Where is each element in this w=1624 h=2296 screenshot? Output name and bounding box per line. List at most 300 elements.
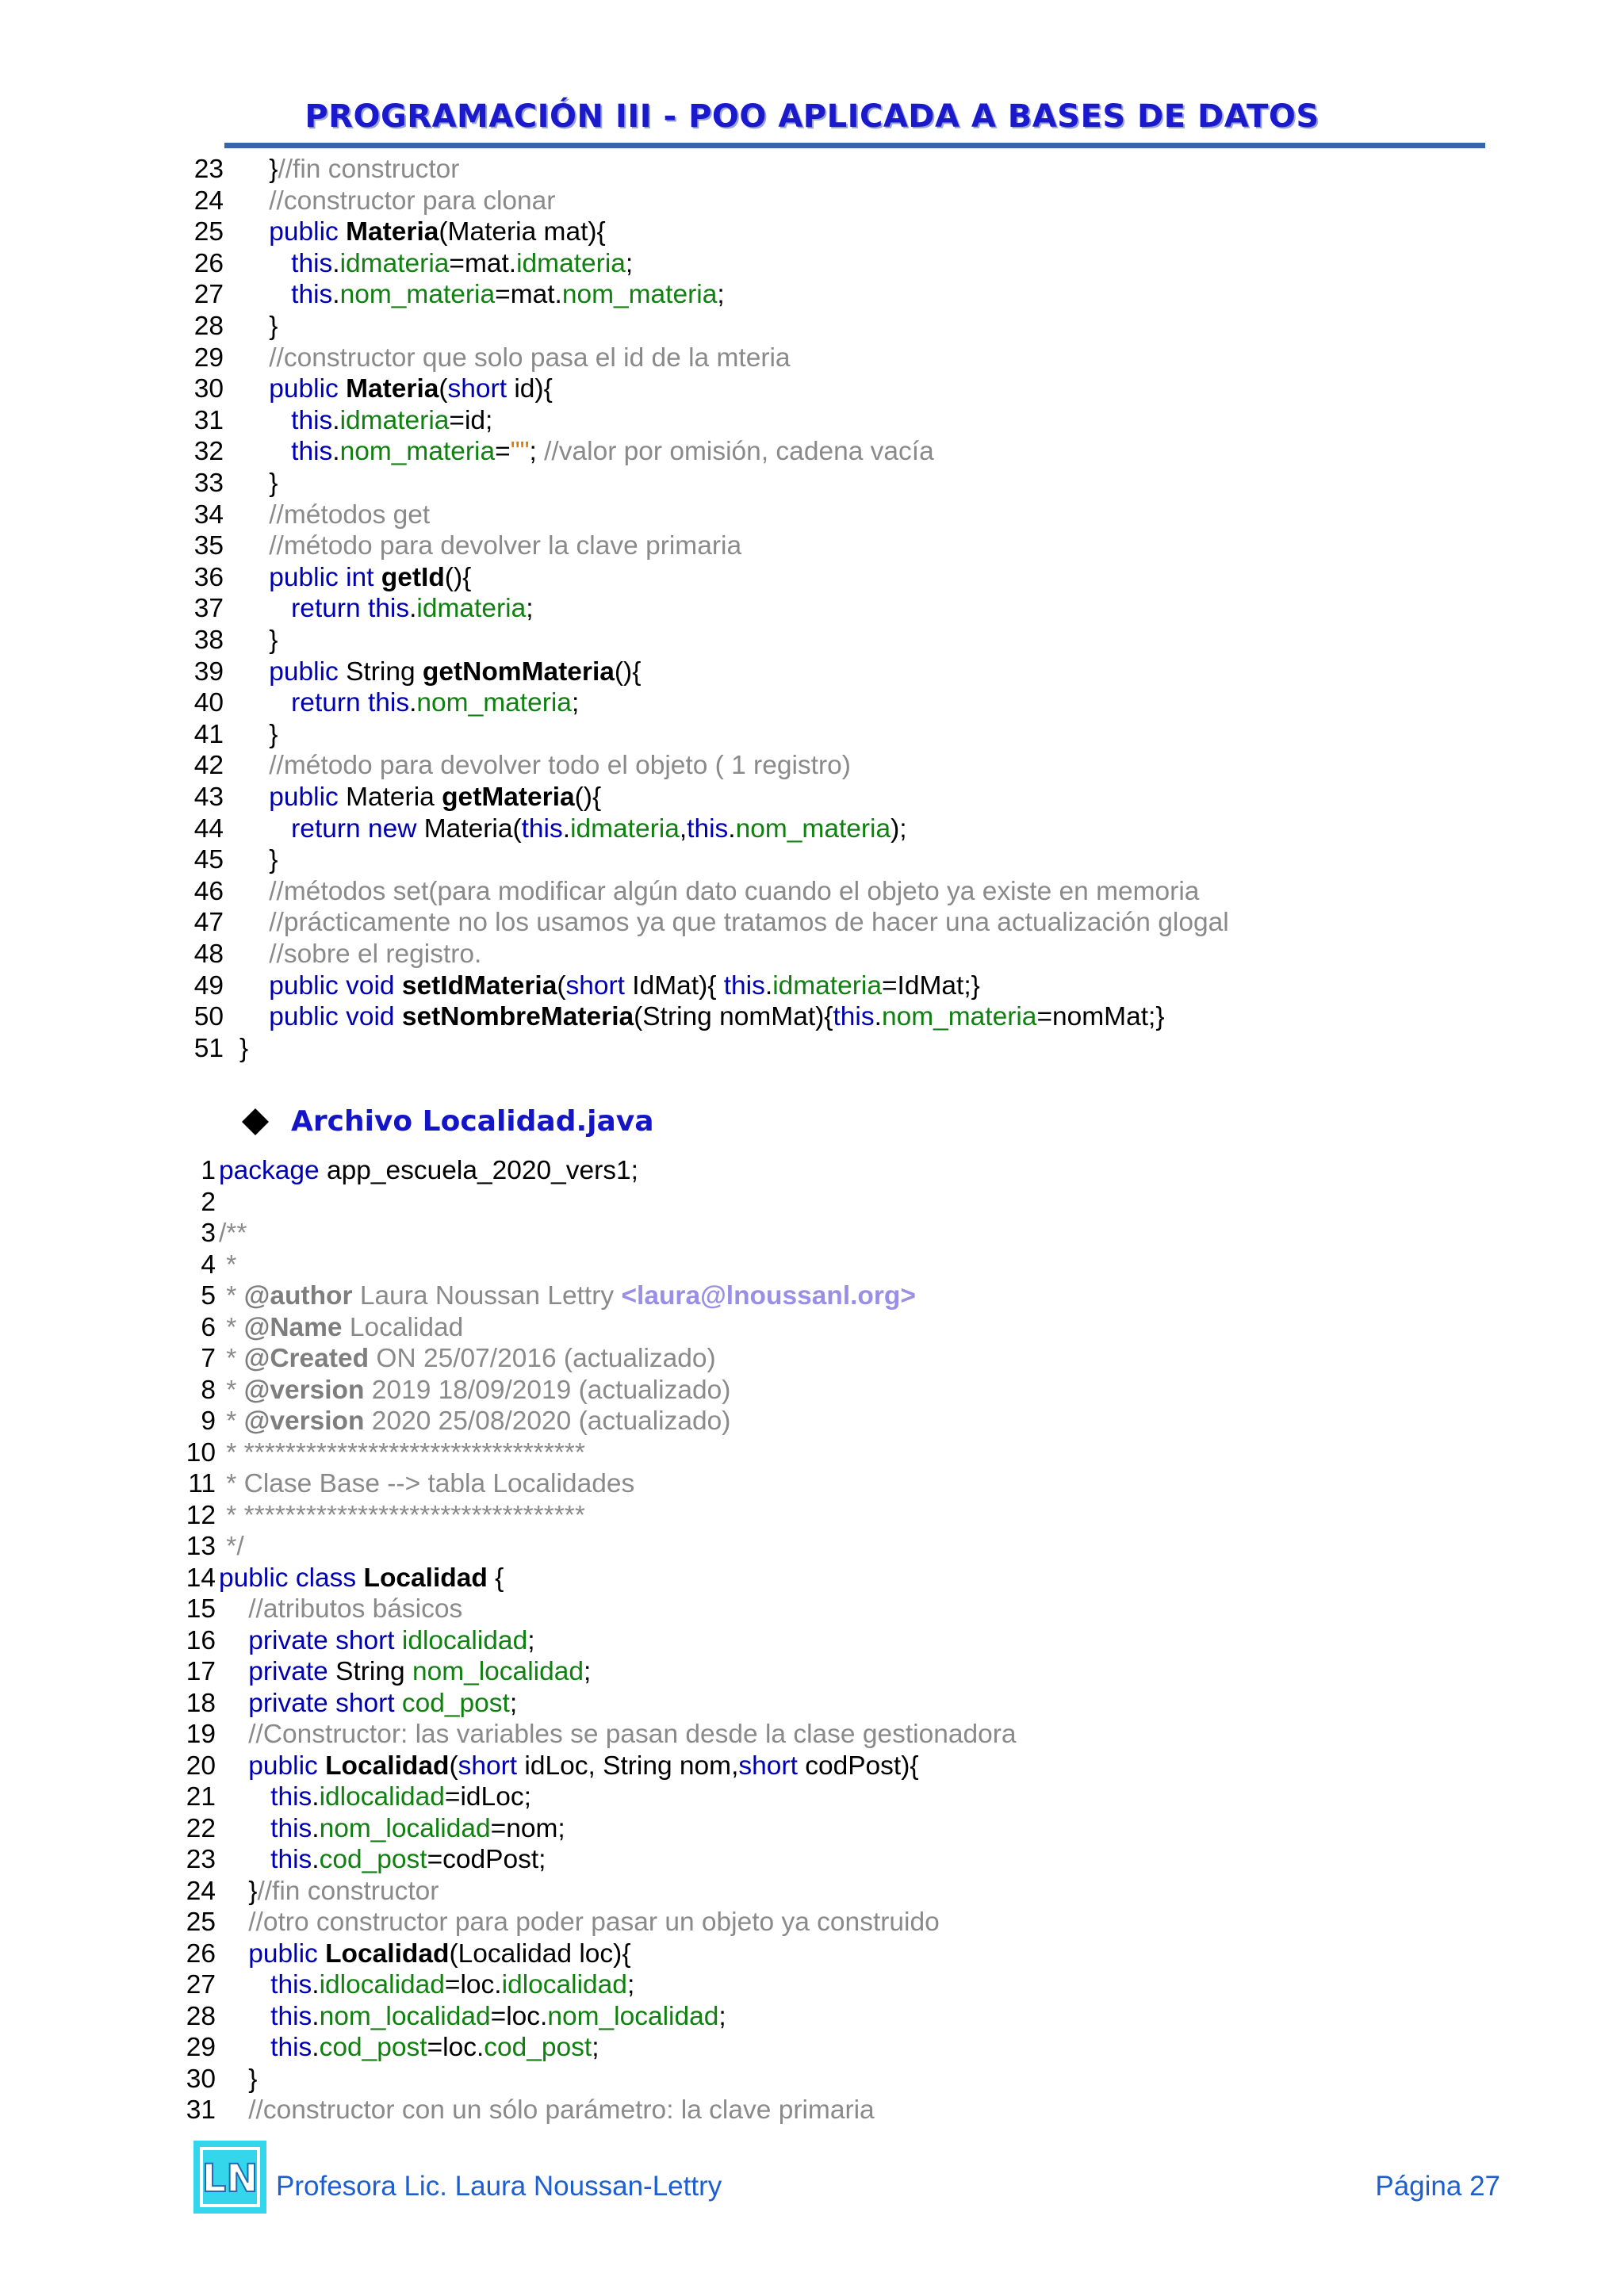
- code-token: [395, 1626, 402, 1655]
- code-token: [239, 688, 291, 718]
- line-number: 35: [193, 531, 224, 561]
- line-number: 29: [186, 2033, 216, 2062]
- code-line: [182, 1656, 591, 1688]
- code-line: [182, 970, 980, 1002]
- code-token: this: [291, 437, 333, 467]
- code-line: [182, 530, 741, 562]
- code-token: [219, 1657, 248, 1686]
- code-token: short: [738, 1751, 798, 1781]
- code-token: idlocalidad: [401, 1625, 528, 1655]
- code-token: public: [248, 1751, 318, 1781]
- line-number: 27: [186, 1970, 216, 1999]
- line-number: 14: [186, 1563, 216, 1593]
- code-token: //fin constructor: [257, 1876, 439, 1906]
- code-token: this: [291, 405, 333, 435]
- code-token: nom_materia: [881, 1002, 1037, 1032]
- code-token: this: [723, 970, 765, 1001]
- code-line: [182, 1312, 463, 1344]
- code-token: getId: [381, 562, 445, 592]
- code-line: [182, 1033, 248, 1065]
- code-token: .: [332, 437, 340, 467]
- code-token: ;: [625, 248, 634, 278]
- code-token: =IdMat;}: [881, 970, 980, 1001]
- code-token: idmateria: [772, 970, 882, 1001]
- code-token: "": [510, 437, 530, 467]
- code-line: [182, 1844, 546, 1876]
- line-number: 41: [193, 719, 224, 749]
- line-number: 24: [186, 1876, 216, 1906]
- line-number: 26: [193, 248, 224, 278]
- line-number: 16: [186, 1625, 216, 1655]
- code-token: *: [219, 1375, 244, 1405]
- line-number: 23: [186, 1845, 216, 1874]
- code-token: //método para devolver todo el objeto ( 1 registro): [269, 751, 851, 781]
- code-token: idLoc, String nom,: [517, 1751, 739, 1781]
- code-token: //Constructor: las variables se pasan desde la clase gestionadora: [248, 1720, 1017, 1749]
- code-token: *: [219, 1344, 244, 1373]
- code-token: (: [439, 374, 448, 404]
- code-token: ;: [529, 437, 545, 467]
- line-number: 31: [186, 2095, 216, 2125]
- code-token: Localidad: [325, 1938, 450, 1969]
- code-token: [239, 783, 269, 812]
- code-line: [182, 405, 492, 437]
- line-number: 38: [193, 626, 224, 655]
- code-token: idmateria: [339, 248, 450, 278]
- code-token: //valor por omisión, cadena vacía: [544, 437, 934, 467]
- code-token: [219, 1689, 248, 1718]
- code-token: short: [458, 1751, 518, 1781]
- line-number: 2: [201, 1187, 216, 1217]
- code-token: String: [338, 656, 423, 687]
- code-token: [239, 186, 269, 216]
- line-number: 32: [193, 437, 224, 467]
- code-token: .: [312, 2033, 320, 2062]
- code-token: cod_post: [319, 1845, 427, 1874]
- line-number: 19: [186, 1720, 216, 1749]
- code-line: [182, 1813, 565, 1845]
- code-line: [182, 186, 555, 217]
- code-token: =loc.: [444, 1970, 502, 1999]
- code-token: idmateria: [516, 248, 626, 278]
- code-token: [239, 312, 269, 341]
- code-token: ;: [526, 594, 534, 624]
- code-token: }: [269, 719, 278, 749]
- code-token: Laura Noussan Lettry: [352, 1281, 622, 1311]
- code-token: this: [291, 248, 333, 278]
- code-line: [182, 1406, 730, 1437]
- code-token: nom_materia: [339, 437, 496, 467]
- code-line: [182, 1781, 531, 1813]
- code-token: this: [270, 2033, 312, 2062]
- code-token: [219, 1970, 270, 1999]
- line-number: 30: [186, 2064, 216, 2094]
- code-token: [239, 374, 269, 404]
- code-token: [239, 500, 269, 530]
- code-token: this: [521, 813, 563, 844]
- code-line: [182, 625, 278, 656]
- code-token: short: [447, 374, 508, 404]
- code-line: [182, 813, 907, 845]
- code-token: *: [219, 1312, 244, 1342]
- code-token: Materia: [346, 217, 439, 247]
- code-line: [182, 216, 606, 248]
- line-number: 3: [201, 1219, 216, 1248]
- code-token: //atributos básicos: [248, 1594, 463, 1624]
- code-token: Materia: [346, 374, 439, 404]
- code-token: .: [312, 1970, 320, 1999]
- code-token: (){: [574, 783, 602, 812]
- code-token: [395, 971, 402, 1001]
- code-token: public: [248, 1938, 318, 1969]
- code-token: *: [219, 1249, 237, 1280]
- code-token: }: [269, 155, 278, 184]
- code-token: @Created: [243, 1344, 370, 1373]
- code-token: (Localidad loc){: [449, 1938, 631, 1969]
- code-token: }: [269, 845, 278, 875]
- code-token: this: [833, 1002, 875, 1032]
- code-token: .: [312, 2001, 320, 2031]
- code-token: [239, 406, 291, 435]
- code-line: [182, 687, 579, 719]
- line-number: 25: [193, 217, 224, 247]
- code-token: nom_materia: [339, 280, 496, 310]
- code-token: [239, 343, 269, 373]
- code-token: =nomMat;}: [1036, 1002, 1165, 1032]
- code-token: //constructor con un sólo parámetro: la clave primaria: [248, 2095, 875, 2125]
- code-token: [239, 217, 269, 247]
- line-number: 21: [186, 1782, 216, 1812]
- code-line: [182, 876, 1199, 908]
- code-token: nom_localidad: [319, 2001, 491, 2031]
- code-token: [219, 2064, 248, 2094]
- code-line: [182, 1688, 517, 1720]
- code-token: [239, 908, 269, 937]
- line-number: 7: [201, 1344, 216, 1373]
- code-line: [182, 844, 278, 876]
- code-token: [219, 1594, 248, 1624]
- code-line: [182, 2064, 257, 2095]
- code-token: getMateria: [442, 783, 575, 812]
- code-token: [219, 1845, 270, 1874]
- code-token: //constructor para clonar: [269, 186, 556, 216]
- line-number: 25: [186, 1908, 216, 1937]
- code-line: [182, 1218, 247, 1249]
- code-line: [182, 1437, 585, 1469]
- code-token: =mat.: [449, 248, 517, 278]
- code-token: private: [248, 1657, 328, 1686]
- code-line: [182, 1907, 940, 1938]
- line-number: 10: [186, 1437, 216, 1468]
- code-token: @Name: [243, 1312, 343, 1342]
- code-line: [182, 1531, 244, 1563]
- code-token: idlocalidad: [501, 1970, 627, 1999]
- code-line: [182, 436, 934, 468]
- code-token: private short: [248, 1625, 395, 1655]
- code-token: nom_materia: [561, 280, 718, 310]
- line-number: 42: [193, 751, 224, 781]
- code-token: public: [269, 217, 339, 247]
- code-token: .: [562, 813, 571, 844]
- code-line: [182, 1375, 730, 1406]
- code-token: this: [270, 1782, 312, 1812]
- code-token: {: [487, 1563, 504, 1593]
- code-token: idmateria: [339, 405, 450, 435]
- line-number: 15: [186, 1594, 216, 1624]
- ln-logo-icon: [193, 2141, 266, 2214]
- code-token: [239, 877, 269, 906]
- code-line: [182, 499, 430, 531]
- line-number: 4: [201, 1249, 216, 1280]
- code-token: }: [269, 312, 278, 341]
- code-token: [339, 374, 346, 404]
- code-token: (Materia mat){: [439, 217, 606, 247]
- code-token: [395, 1002, 402, 1031]
- code-token: //métodos set(para modificar algún dato cuando el objeto ya existe en memoria: [269, 876, 1200, 906]
- page-number: Página 27: [1375, 2171, 1500, 2202]
- code-token: //métodos get: [269, 499, 431, 530]
- code-token: ;: [718, 2001, 726, 2031]
- code-token: return new: [291, 813, 417, 844]
- code-token: @version: [243, 1375, 365, 1405]
- code-token: ;: [509, 1688, 518, 1718]
- code-token: [219, 2033, 270, 2062]
- code-token: * Clase Base --> tabla Localidades: [219, 1469, 635, 1498]
- code-token: [239, 437, 291, 466]
- code-line: [182, 1155, 638, 1187]
- code-token: *: [219, 1406, 244, 1436]
- code-token: public: [269, 656, 339, 687]
- code-token: */: [219, 1532, 244, 1561]
- code-token: package: [219, 1156, 320, 1185]
- code-token: public class: [219, 1563, 357, 1593]
- code-line: [182, 342, 791, 374]
- code-token: nom_materia: [735, 813, 891, 844]
- code-token: [239, 720, 269, 749]
- code-line: [182, 1969, 634, 2001]
- code-token: public void: [269, 970, 395, 1001]
- code-token: Localidad: [363, 1563, 488, 1593]
- code-token: [239, 280, 291, 309]
- line-number: 46: [193, 876, 224, 906]
- code-token: [219, 1877, 248, 1906]
- code-token: .: [874, 1002, 882, 1032]
- code-line: [182, 1594, 462, 1625]
- code-token: //otro constructor para poder pasar un objeto ya construido: [248, 1908, 940, 1937]
- code-line: [182, 1249, 236, 1281]
- code-line: [182, 750, 851, 782]
- code-token: cod_post: [484, 2033, 592, 2062]
- diamond-icon: [242, 1108, 269, 1135]
- code-line: [182, 373, 553, 405]
- code-token: public int: [269, 562, 374, 592]
- code-token: this: [291, 280, 333, 310]
- code-token: ON 25/07/2016 (actualizado): [369, 1344, 716, 1373]
- title-divider: [224, 143, 1485, 148]
- code-token: (String nomMat){: [634, 1002, 833, 1032]
- code-token: }: [248, 1876, 258, 1906]
- line-number: 18: [186, 1688, 216, 1718]
- code-line: [182, 1938, 631, 1970]
- code-token: ;: [527, 1625, 535, 1655]
- line-number: 51: [193, 1033, 224, 1063]
- code-token: Localidad: [325, 1751, 450, 1781]
- code-token: [219, 1908, 248, 1937]
- footer-author: Profesora Lic. Laura Noussan-Lettry: [276, 2171, 722, 2202]
- code-token: [239, 563, 269, 592]
- line-number: 48: [193, 939, 224, 969]
- code-line: [182, 1876, 439, 1908]
- code-token: =loc.: [427, 2033, 485, 2062]
- code-token: [219, 1720, 248, 1749]
- code-line: [182, 907, 1229, 939]
- code-token: idmateria: [416, 594, 527, 624]
- code-token: [239, 594, 291, 623]
- code-token: nom_localidad: [412, 1657, 584, 1686]
- code-token: [219, 2095, 248, 2125]
- code-token: [239, 155, 269, 184]
- code-token: codPost){: [797, 1751, 919, 1781]
- code-token: }: [239, 1033, 249, 1063]
- code-line: [182, 719, 278, 751]
- code-line: [182, 782, 601, 813]
- code-token: nom_materia: [416, 688, 572, 718]
- code-token: =nom;: [490, 1813, 565, 1843]
- code-token: [239, 249, 291, 278]
- code-line: [182, 1751, 919, 1782]
- line-number: 20: [186, 1751, 216, 1781]
- line-number: 24: [193, 186, 224, 216]
- code-token: //constructor que solo pasa el id de la mteria: [269, 342, 791, 373]
- line-number: 17: [186, 1657, 216, 1686]
- code-token: this: [270, 1970, 312, 1999]
- code-line: [182, 593, 534, 625]
- code-token: *: [219, 1281, 244, 1311]
- code-line: [182, 1625, 535, 1657]
- code-token: getNomMateria: [422, 656, 615, 687]
- code-token: setIdMateria: [401, 970, 557, 1001]
- code-line: [182, 1280, 916, 1312]
- line-number: 50: [193, 1002, 224, 1032]
- code-line: [182, 1719, 1017, 1751]
- code-token: [239, 626, 269, 655]
- line-number: 28: [186, 2001, 216, 2031]
- line-number: 27: [193, 280, 224, 310]
- section-title: Archivo Localidad.java: [291, 1105, 654, 1138]
- line-number: 30: [193, 374, 224, 404]
- code-token: [239, 469, 269, 498]
- code-token: ,: [679, 813, 688, 844]
- line-number: 9: [201, 1406, 216, 1436]
- code-token: [318, 1939, 325, 1969]
- line-number: 13: [186, 1532, 216, 1561]
- code-token: idlocalidad: [319, 1782, 445, 1812]
- code-token: .: [312, 1845, 320, 1874]
- code-token: [373, 563, 381, 592]
- code-line: [182, 311, 278, 342]
- line-number: 43: [193, 783, 224, 812]
- code-token: 2019 18/09/2019 (actualizado): [364, 1375, 731, 1405]
- code-token: }: [269, 469, 278, 498]
- code-token: setNombreMateria: [401, 1002, 634, 1032]
- code-token: return this: [291, 594, 410, 624]
- code-token: .: [332, 280, 340, 310]
- code-token: (){: [444, 562, 472, 592]
- line-number: 11: [188, 1469, 216, 1498]
- code-token: nom_localidad: [547, 2001, 719, 2031]
- code-line: [182, 1001, 1165, 1033]
- code-token: [318, 1751, 325, 1781]
- code-token: [239, 845, 269, 874]
- logo-text: LN: [201, 2156, 259, 2201]
- line-number: 36: [193, 562, 224, 592]
- line-number: 23: [193, 155, 224, 184]
- code-token: =mat.: [495, 280, 562, 310]
- code-token: (: [557, 970, 566, 1001]
- code-token: cod_post: [319, 2033, 427, 2062]
- code-token: .: [312, 1813, 320, 1843]
- code-token: [239, 531, 269, 561]
- code-token: this: [270, 2001, 312, 2031]
- code-token: @author: [243, 1281, 353, 1311]
- code-token: * *********************************: [219, 1500, 585, 1530]
- line-number: 6: [201, 1312, 216, 1342]
- line-number: 39: [193, 656, 224, 687]
- code-token: =id;: [449, 405, 493, 435]
- code-token: [219, 1782, 270, 1812]
- code-token: .: [332, 248, 340, 278]
- code-token: ;: [717, 280, 725, 310]
- code-token: =: [495, 437, 511, 467]
- code-token: =loc.: [490, 2001, 548, 2031]
- code-line: [182, 2095, 875, 2126]
- code-line: [182, 279, 725, 311]
- code-line: [182, 248, 633, 280]
- code-token: [239, 1002, 269, 1031]
- code-token: [339, 217, 346, 247]
- code-line: [182, 562, 471, 594]
- code-token: //prácticamente no los usamos ya que tratamos de hacer una actualización glogal: [269, 908, 1229, 938]
- code-token: * *********************************: [219, 1437, 585, 1468]
- code-token: nom_localidad: [319, 1813, 491, 1843]
- code-token: <laura@lnoussanl.org>: [621, 1281, 916, 1311]
- code-token: IdMat){: [624, 970, 724, 1001]
- code-token: @version: [243, 1406, 365, 1436]
- line-number: 29: [193, 342, 224, 373]
- code-token: this: [270, 1813, 312, 1843]
- line-number: 8: [201, 1375, 216, 1405]
- line-number: 12: [186, 1500, 216, 1530]
- code-token: [219, 1814, 270, 1843]
- code-token: private short: [248, 1688, 395, 1718]
- code-token: .: [728, 813, 736, 844]
- code-line: [182, 1500, 585, 1532]
- code-token: [239, 971, 269, 1001]
- line-number: 22: [186, 1813, 216, 1843]
- code-token: ;: [626, 1970, 635, 1999]
- line-number: 40: [193, 688, 224, 718]
- code-token: app_escuela_2020_vers1;: [319, 1156, 638, 1185]
- code-token: //sobre el registro.: [269, 939, 482, 969]
- code-line: [182, 656, 641, 688]
- code-token: ;: [571, 688, 580, 718]
- code-token: [219, 1626, 248, 1655]
- code-token: [219, 2002, 270, 2031]
- code-line: [182, 2032, 599, 2064]
- code-token: [395, 1689, 402, 1718]
- code-line: [182, 1468, 634, 1500]
- line-number: 45: [193, 845, 224, 875]
